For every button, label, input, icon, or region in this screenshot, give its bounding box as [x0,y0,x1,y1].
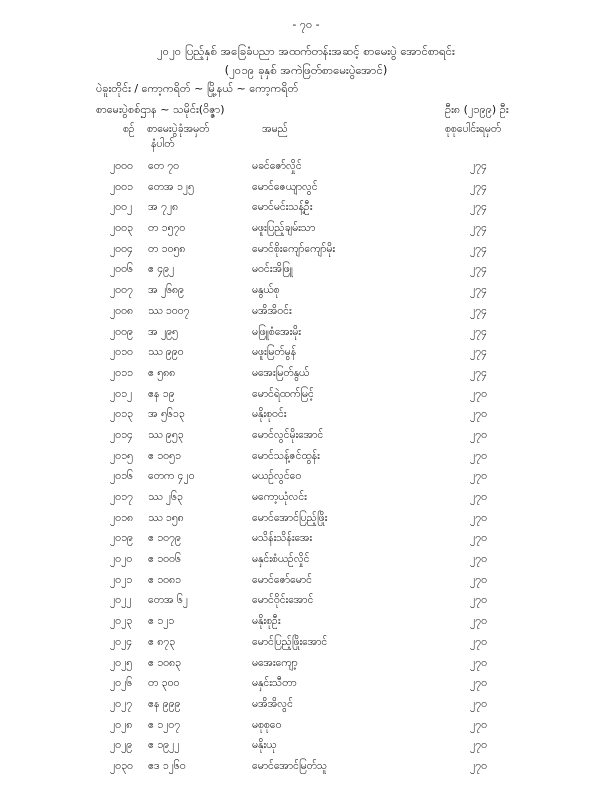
row-serial: ၂၀၀၀ [110,160,133,172]
row-marks: ၂၇၄ [470,304,487,317]
row-marks: ၂၇၀ [470,428,487,441]
table-row [0,388,612,409]
table-row [0,491,612,512]
table-row [0,760,612,781]
header-name: အမည် [262,123,288,135]
table-row [0,532,612,553]
row-name: မောင်မင်းသန့်ဦး [252,201,313,214]
row-roll-number: ဧ ၁၉၂၂ [148,739,180,752]
page-title: ၂၀၂၀ ပြည့်နှစ် အခြေခံပညာ အထက်တန်းအဆင့် စာမေးပွဲ အောင်စာရင်း [157,44,455,58]
row-marks: ၂၇၄ [470,325,487,338]
table-row [0,574,612,595]
total-count: ဦး၈ (၂၁၉၉) ဦး [445,103,509,116]
row-roll-number: ဧန ၉၉၉ [148,697,181,710]
row-name: မနိုးယု [252,739,277,752]
row-name: မနှင်းစံယဉ်လှိုင် [252,553,310,566]
row-marks: ၂၇၀ [470,532,487,545]
row-roll-number: ဿ ၉၉၀ [148,346,184,359]
row-marks: ၂၇၀ [470,718,487,731]
row-roll-number: တ ၁၀၅၈ [148,242,186,255]
row-name: မောင်စိုးကျော်ကျော်မိုး [252,242,335,255]
table-row [0,284,612,305]
row-marks: ၂၇၀ [470,387,487,400]
table-row [0,326,612,347]
row-roll-number: ဧန ၁၉ [148,387,175,400]
row-serial: ၂၀၃၀ [110,759,133,772]
row-serial: ၂၀၀၈ [110,304,133,317]
row-serial: ၂၀၀၃ [110,222,133,235]
table-row [0,346,612,367]
row-roll-number: အ ၅၆၁၃ [148,408,185,421]
row-marks: ၂၇၄ [470,201,487,214]
row-marks: ၂၇၀ [470,491,487,503]
table-row [0,243,612,264]
table-row [0,429,612,450]
row-marks: ၂၇၀ [470,656,487,669]
row-marks: ၂၇၀ [470,511,487,524]
row-roll-number: ဧ ၄၉၂ [148,263,175,276]
row-roll-number: ဧ ၁၂၁ [148,615,175,628]
results-list [0,160,612,781]
row-name: မောင်လွင်မိုးအောင် [252,428,324,441]
row-serial: ၂၀၁၁ [110,366,133,379]
row-name: မဖူးပြည့်ချမ်းသာ [252,222,316,235]
row-marks: ၂၇၀ [470,635,487,648]
row-marks: ၂၇၀ [470,677,487,690]
row-roll-number: ဧ ၁၀၅၁ [148,449,181,462]
page-number: - ၇၀ - [292,18,320,31]
row-roll-number: ဿ ၁၀၀၇ [148,304,190,317]
row-marks: ၂၇၄ [470,284,487,297]
row-name: မစုစုဝေ [252,718,282,731]
row-roll-number: တေအ ၁၂၅ [148,180,194,193]
row-roll-number: တေအ ၆၂ [148,594,188,607]
row-serial: ၂၀၂၆ [110,677,133,690]
header-roll-line2: နံပါတ် [151,138,175,150]
row-serial: ၂၀၂၅ [110,656,133,669]
row-serial: ၂၀၀၉ [110,325,133,338]
table-row [0,222,612,243]
row-roll-number: ဿ ၁၅၈ [148,511,184,524]
row-serial: ၂၀၀၆ [110,263,133,276]
header-serial: စဉ် [123,123,135,135]
table-row [0,739,612,760]
row-name: မောင်ပြည့်ဖြိုးအောင် [252,635,328,648]
row-marks: ၂၇၀ [470,553,487,566]
page-subtitle: (၂၀၁၉ ခုနှစ် အကဲဖြတ်စာမေးပွဲအောင်) [224,63,388,77]
table-row [0,367,612,388]
table-row [0,553,612,574]
table-row [0,160,612,181]
row-marks: ၂၇၄ [470,366,487,379]
row-roll-number: တေက ၄၂၀ [148,470,195,483]
row-serial: ၂၀၁၀ [110,346,133,359]
row-serial: ၂၀၂၉ [110,739,133,752]
row-roll-number: ဧဒ ၁၂၆၀ [148,759,186,772]
row-name: မအေးမြတ်နွယ် [252,366,310,379]
row-marks: ၂၇၀ [470,573,487,586]
table-row [0,636,612,657]
table-row [0,470,612,491]
row-name: မနှင်းသီတာ [252,677,297,690]
row-serial: ၂၀၀၁ [110,180,133,193]
row-roll-number: အ ၂၉၅ [148,325,178,338]
row-serial: ၂၀၁၇ [110,491,133,503]
row-serial: ၂၀၀၂ [110,201,133,214]
row-marks: ၂၇၄ [470,160,487,172]
row-name: မောင်ဇော်မောင် [252,573,312,586]
row-name: မောင်ဇေယျာလွင် [252,180,318,193]
table-row [0,657,612,678]
row-roll-number: ဧ ၁၀၈၁ [148,573,181,586]
row-serial: ၂၀၂၃ [110,615,133,628]
row-roll-number: ဧ ၈၇၃ [148,635,176,648]
row-serial: ၂၀၂၁ [110,573,133,586]
table-row [0,263,612,284]
table-row [0,698,612,719]
row-serial: ၂၀၁၅ [110,449,133,462]
row-name: မောင်အောင်မြတ်သူ [252,759,328,772]
row-name: မအိအိဝင်း [252,304,292,317]
row-roll-number: အ ၂၆၈၉ [148,284,184,297]
row-name: မနိုးစုဦး [252,615,281,628]
row-marks: ၂၇၀ [470,594,487,607]
header-marks: စုစုပေါင်းရမှတ် [445,123,502,135]
row-name: မကော့ယုံလင်း [252,491,307,503]
row-roll-number: ဧ ၅၈၈ [148,366,176,379]
row-serial: ၂၀၂၄ [110,635,133,648]
row-serial: ၂၀၁၆ [110,470,133,483]
row-marks: ၂၇၀ [470,615,487,628]
row-marks: ၂၇၀ [470,408,487,421]
table-row [0,677,612,698]
row-serial: ၂၀၀၄ [110,242,133,255]
row-serial: ၂၀၁၉ [110,532,133,545]
table-row [0,450,612,471]
row-name: မောင်ဝိုင်းအောင် [252,594,314,607]
row-name: မသိန်းသိန်းအေး [252,532,313,545]
header-roll: စာမေးပွဲခုံအမှတ် [147,123,210,135]
row-roll-number: အ ၇၂၈ [148,201,179,214]
row-name: မဖြူစံအေးမိုး [252,325,301,338]
row-marks: ၂၇၀ [470,470,487,483]
row-serial: ၂၀၂၂ [110,594,132,607]
row-marks: ၂၇၀ [470,697,487,710]
table-row [0,181,612,202]
row-roll-number: တ ၃၀၀ [148,677,180,690]
row-serial: ၂၀၁၂ [110,387,133,400]
row-roll-number: တေ ၇၀ [148,160,180,172]
row-marks: ၂၇၄ [470,180,487,193]
row-name: မအိအိလွင် [252,697,293,710]
row-serial: ၂၀၁၈ [110,511,133,524]
row-marks: ၂၇၄ [470,346,487,359]
row-name: မခင်ဇော်လှိုင် [252,160,302,172]
row-marks: ၂၇၄ [470,222,487,235]
row-name: မယဉ်လွင်ဝေ [252,470,302,483]
row-marks: ၂၇၄ [470,242,487,255]
table-row [0,615,612,636]
row-serial: ၂၀၂၇ [110,697,133,710]
row-marks: ၂၇၄ [470,263,487,276]
row-serial: ၂၀၁၃ [110,408,133,421]
row-roll-number: ဿ ၉၅၃ [148,428,184,441]
table-row [0,408,612,429]
row-roll-number: ဧ ၁၂၀၇ [148,718,181,731]
table-row [0,305,612,326]
row-marks: ၂၇၀ [470,759,487,772]
row-roll-number: တ ၁၅၇၀ [148,222,186,235]
row-name: မဖူးမြတ်မွန် [252,346,297,359]
row-name: မအေးကျော့ [252,656,298,669]
row-serial: ၂၀၀၇ [110,284,133,297]
table-row [0,512,612,533]
location-line: ပဲခူးတိုင်း / ကော့ကရိတ် ~ မြို့နယ် ~ ကော့ကရိတ် [96,82,299,95]
row-name: မဝင်းအိဖြူ [252,263,293,276]
table-row [0,594,612,615]
row-roll-number: ဧ ၁၀၀၆ [148,553,181,566]
table-row [0,201,612,222]
row-roll-number: ဿ ၂၆၃ [148,491,183,503]
row-name: မောင်သန့်ဇင်ထွန်း [252,449,320,462]
row-roll-number: ဧ ၁၀၈၃ [148,656,181,669]
row-serial: ၂၀၂၀ [110,553,133,566]
row-name: မောင်အောင်ပြည့်ဖြိုး [252,511,328,524]
row-marks: ၂၇၀ [470,449,487,462]
row-name: မောင်ရဲထက်မြင့် [252,387,314,400]
table-row [0,719,612,740]
row-name: မနွယ်စု [252,284,280,297]
row-serial: ၂၀၂၈ [110,718,133,731]
row-marks: ၂၇၀ [470,739,487,752]
exam-center-line: စာမေးပွဲစစ်ဌာန ~ သမိုင်း(ဝိဇ္ဇာ) [96,103,225,116]
row-roll-number: ဧ ၁၀၇၉ [148,532,181,545]
row-name: မနိုးစုဝင်း [252,408,287,421]
row-serial: ၂၀၁၄ [110,428,133,441]
